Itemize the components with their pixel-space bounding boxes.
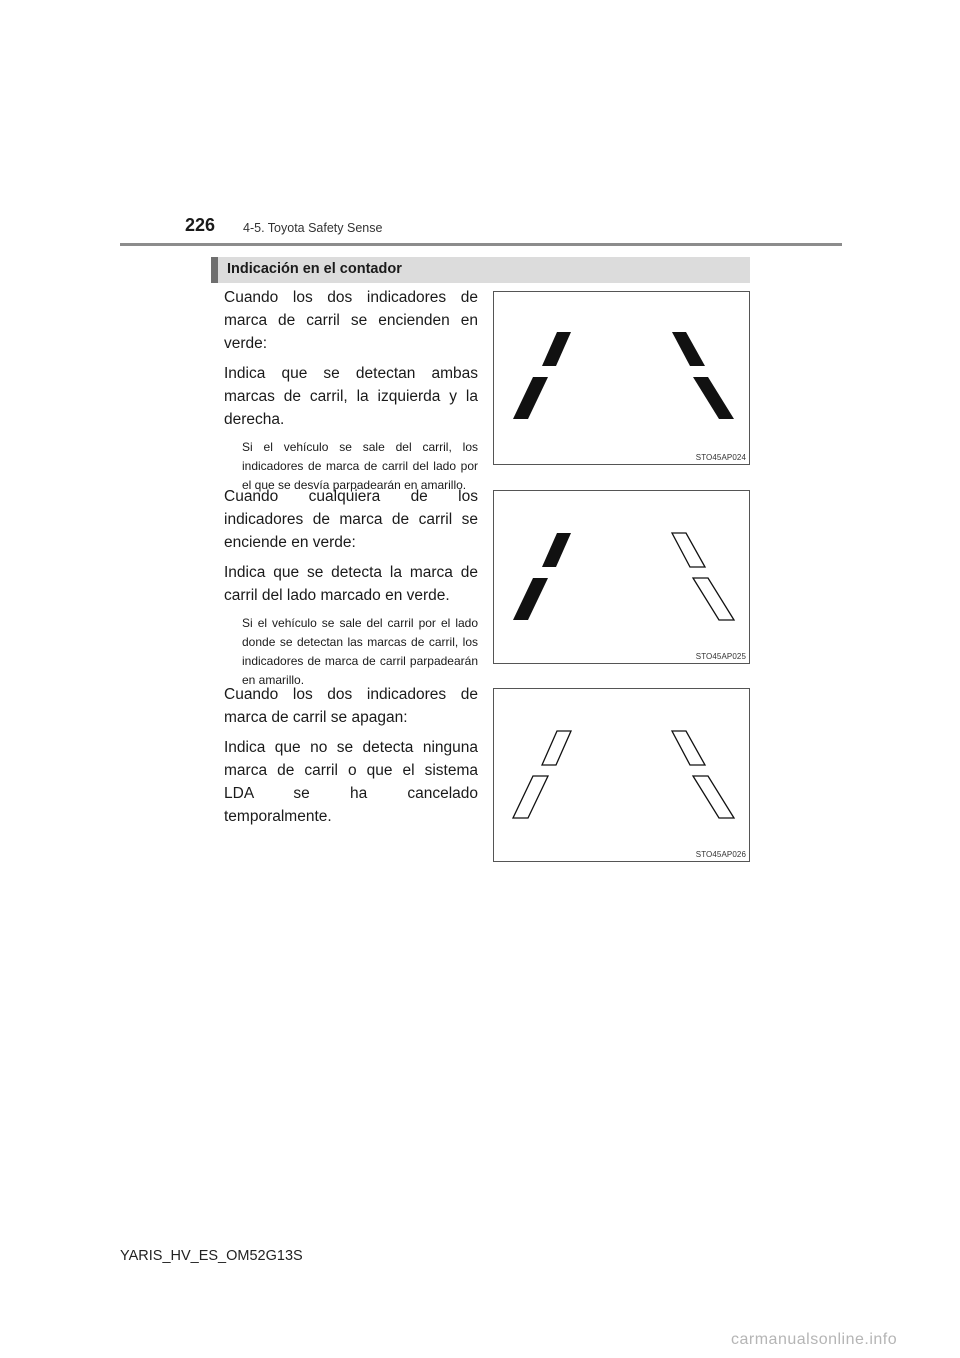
right-lane-mark-lower xyxy=(693,578,734,620)
section-both-off xyxy=(224,683,478,835)
right-lane-mark-upper xyxy=(672,533,705,567)
left-lane-mark-upper xyxy=(542,533,571,567)
header-rule xyxy=(120,243,842,246)
figure-code: STO45AP025 xyxy=(695,652,746,661)
left-lane-mark-upper xyxy=(542,332,571,366)
heading-title: Indicación en el contador xyxy=(227,261,402,277)
note-text: Si el vehículo se sale del carril, los indicadores de marca de carril del lado por el que se desvía parpadearán en amarillo. xyxy=(242,440,478,492)
right-lane-mark-upper xyxy=(672,332,705,366)
left-lane-mark-lower xyxy=(513,578,548,620)
figure-code: STO45AP026 xyxy=(695,850,746,859)
figure-both-outline xyxy=(493,688,750,862)
condition-text: Cuando cualquiera de los indicadores de marca de carril se enciende en verde: xyxy=(224,488,478,551)
condition-text: Cuando los dos indicadores de marca de carril se encienden en verde: xyxy=(224,289,478,352)
figure-left-filled xyxy=(493,490,750,664)
left-lane-mark-lower xyxy=(513,377,548,419)
meaning-text: Indica que se detecta la marca de carril del lado marcado en verde. xyxy=(224,564,478,604)
section-one-green xyxy=(224,485,478,690)
figure-both-filled xyxy=(493,291,750,465)
meaning-text: Indica que se detectan ambas marcas de carril, la izquierda y la derecha. xyxy=(224,365,478,428)
section-title: 4-5. Toyota Safety Sense xyxy=(243,221,383,235)
meaning-text: Indica que no se detecta ninguna marca de carril o que el sistema LDA se ha cancelado temporalmente. xyxy=(224,739,478,825)
condition-text: Cuando los dos indicadores de marca de carril se apagan: xyxy=(224,686,478,726)
left-lane-mark-upper xyxy=(542,731,571,765)
section-both-green xyxy=(224,286,478,495)
lane-marks-illustration xyxy=(494,292,749,464)
heading-accent xyxy=(211,257,218,283)
watermark: carmanualsonline.info xyxy=(731,1331,898,1348)
note-text: Si el vehículo se sale del carril por el lado donde se detectan las marcas de carril, los indicadores de marca de carril parpadearán en amarillo. xyxy=(242,616,478,687)
lane-marks-illustration xyxy=(494,491,749,663)
heading-bar xyxy=(211,257,750,283)
right-lane-mark-lower xyxy=(693,776,734,818)
figure-code: STO45AP024 xyxy=(695,453,746,462)
left-lane-mark-lower xyxy=(513,776,548,818)
right-lane-mark-lower xyxy=(693,377,734,419)
footer-doc-code: YARIS_HV_ES_OM52G13S xyxy=(120,1248,303,1264)
lane-marks-illustration xyxy=(494,689,749,861)
right-lane-mark-upper xyxy=(672,731,705,765)
page-number: 226 xyxy=(185,215,216,235)
